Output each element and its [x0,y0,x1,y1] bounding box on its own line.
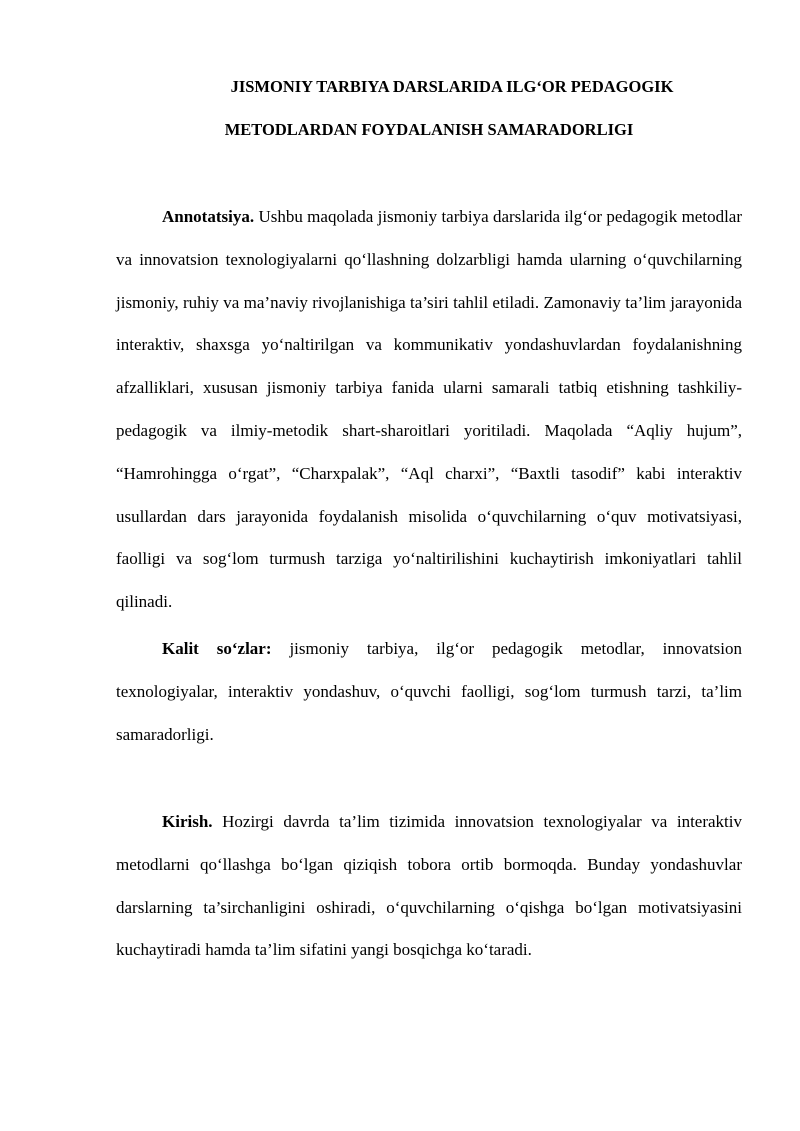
keywords-paragraph [116,628,742,756]
article-title-line-1: JISMONIY TARBIYA DARSLARIDA ILG‘OR PEDAGOGIK [230,77,674,96]
introduction-paragraph [116,801,742,972]
introduction-label: Kirish. [162,812,213,831]
annotation-paragraph [116,196,742,624]
article-title-line-2: METODLARDAN FOYDALANISH SAMARADORLIGI [224,120,634,139]
keywords-label: Kalit so‘zlar: [162,639,272,658]
annotation-label: Annotatsiya. [162,207,255,226]
annotation-text: Ushbu maqolada jismoniy tarbiya darslarida ilg‘or pedagogik metodlar va innovatsion texnologiyalarni qo‘llashning dolzarbligi hamda ularning o‘quvchilarning jismoniy, ruhiy va ma’naviy rivojlanishiga ta’siri tahlil etiladi. Zamonaviy ta’lim jarayonida interaktiv, shaxsga yo‘naltirilgan va kommunikativ yondashuvlardan foydalanishning afzalliklari, xususan jismoniy tarbiya fanida ularni samarali tatbiq etishning tashkiliy-pedagogik va ilmiy-metodik shart-sharoitlari yoritiladi. Maqolada “Aqliy hujum”, “Hamrohingga o‘rgat”, “Charxpalak”, “Aql charxi”, “Baxtli tasodif” kabi interaktiv usullardan dars jarayonida foydalanish misolida o‘quvchilarning o‘quv motivatsiyasi, faolligi va sog‘lom turmush tarziga yo‘naltirilishini kuchaytirish imkoniyatlari tahlil qilinadi. [116,207,742,612]
introduction-text: Hozirgi davrda ta’lim tizimida innovatsion texnologiyalar va interaktiv metodlarni qo‘llashga bo‘lgan qiziqish tobora ortib bormoqda. Bunday yondashuvlar darslarning ta’sirchanligini oshiradi, o‘quvchilarning o‘qishga bo‘lgan motivatsiyasini kuchaytiradi hamda ta’lim sifatini yangi bosqichga ko‘taradi. [116,812,743,960]
keywords-text: jismoniy tarbiya, ilg‘or pedagogik metodlar, innovatsion texnologiyalar, interaktiv yondashuv, o‘quvchi faolligi, sog‘lom turmush tarzi, ta’lim samaradorligi. [116,639,742,744]
